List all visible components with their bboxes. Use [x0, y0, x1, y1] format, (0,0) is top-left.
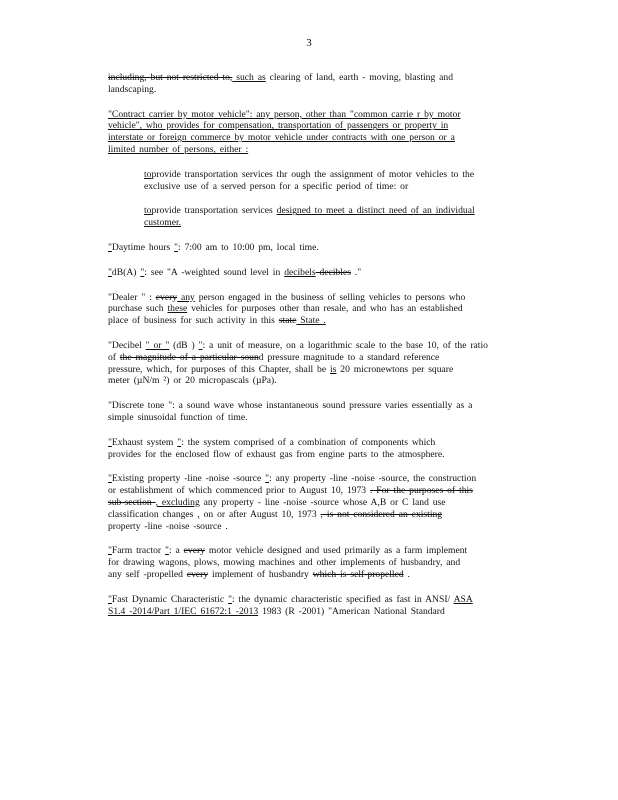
text-line	[108, 473, 542, 485]
text-line	[144, 217, 540, 229]
text-line	[108, 292, 542, 304]
text-segment: any self -propelled	[108, 568, 187, 580]
inserted-text: "	[174, 241, 178, 253]
text-line	[108, 606, 542, 618]
deleted-text: every	[183, 545, 205, 557]
text-segment: "Dealer " :	[108, 291, 156, 303]
definition-contract-carrier	[108, 109, 542, 156]
text-segment: motor vehicle designed and used primarily as a farm implement	[204, 545, 468, 557]
definition-including	[108, 72, 542, 96]
text-segment: exclusive use of a served person for a specific period of time: or	[144, 180, 409, 192]
text-line	[108, 72, 542, 84]
text-line	[108, 545, 542, 557]
inserted-text: "	[108, 436, 112, 448]
deleted-text: including, but not restricted to,	[108, 72, 233, 83]
text-segment: : see "A -weighted sound level in	[144, 266, 285, 278]
text-segment: dB(A)	[111, 266, 141, 278]
text-segment: property -line -noise -source .	[108, 520, 228, 532]
text-segment: provide transportation services	[151, 205, 277, 217]
page-number: 3	[306, 37, 312, 49]
text-line	[108, 364, 542, 376]
inserted-text: "Contract carrier by motor vehicle": any person, other than "common carrie r by motor	[108, 108, 461, 120]
definition-contract-carrier-b	[144, 205, 540, 229]
text-segment: Fast Dynamic Characteristic	[111, 593, 229, 605]
deleted-text: particular	[196, 351, 237, 363]
deleted-text: soun	[236, 351, 259, 363]
definition-discrete-tone	[108, 400, 542, 424]
text-line	[108, 132, 542, 144]
text-line	[108, 84, 542, 96]
text-line	[108, 242, 542, 254]
text-segment: Farm tractor	[111, 545, 166, 557]
text-segment: clearing of land, earth - moving, blasting and	[265, 72, 453, 83]
inserted-text: such as	[232, 72, 266, 83]
text-line	[108, 109, 542, 121]
text-line	[108, 340, 542, 352]
deleted-text: which is self-propelled	[312, 568, 404, 580]
text-segment: purchase such	[108, 303, 168, 315]
text-segment: landscaping.	[108, 83, 157, 95]
text-segment: any property - line -noise -source whose A,B or C land use	[199, 496, 446, 508]
definition-daytime-hours	[108, 242, 542, 254]
inserted-text: decibels	[284, 266, 316, 278]
definition-exhaust-system	[108, 437, 542, 461]
inserted-text: , excluding	[155, 496, 200, 508]
inserted-text: " or "	[145, 339, 170, 351]
text-line	[144, 169, 540, 181]
inserted-text: limited number of persons, either :	[108, 143, 249, 155]
text-line	[108, 303, 542, 315]
text-segment: provide transportation services thr ough the assignment of motor vehicles to the	[151, 168, 475, 180]
definition-dealer	[108, 292, 542, 327]
text-line	[108, 569, 542, 581]
inserted-text: these	[167, 303, 188, 315]
definition-fast-dynamic	[108, 594, 542, 618]
inserted-text: "	[108, 473, 112, 485]
text-segment: place of business for such activity in this	[108, 315, 279, 327]
deleted-text: the magnitude of a	[119, 351, 197, 363]
inserted-text: is	[330, 363, 337, 375]
inserted-text: S1.4 -2014/Part 1/IEC 61672:1 -2013	[108, 605, 259, 617]
inserted-text: to	[144, 205, 152, 217]
inserted-text: "	[177, 436, 182, 448]
inserted-text: "	[228, 593, 232, 605]
text-segment: "Decibel	[108, 339, 146, 351]
text-line	[108, 485, 542, 497]
inserted-text: "	[265, 473, 270, 485]
text-line	[108, 315, 542, 327]
text-segment: on or after August 10, 1973	[199, 508, 321, 520]
text-line	[108, 497, 542, 509]
text-segment: of	[108, 351, 120, 363]
text-segment: : a	[168, 545, 184, 557]
text-segment: provides for the enclosed flow of exhaust gas from engine parts to the atmosphere.	[108, 448, 445, 460]
text-segment: 20 micronewtons per square	[336, 363, 454, 375]
text-segment: Exhaust system	[111, 436, 178, 448]
inserted-text: "	[108, 241, 112, 253]
text-segment: : the system comprised of a combination of components which	[181, 436, 436, 448]
inserted-text: interstate or foreign commerce by motor vehicle under contracts with one person or a	[108, 132, 455, 144]
text-line	[108, 375, 542, 387]
text-line	[108, 352, 542, 364]
text-line	[108, 144, 542, 156]
text-line	[108, 509, 542, 521]
inserted-text: ASA	[453, 593, 473, 605]
text-line	[108, 412, 542, 424]
text-segment: vehicles for purposes other than resale, and who has an established	[187, 303, 463, 315]
text-segment: simple sinusoidal function of time.	[108, 411, 248, 423]
deleted-text: decibles	[315, 266, 351, 278]
text-line	[108, 400, 542, 412]
text-segment: d pressure magnitude to a standard reference	[258, 351, 440, 363]
inserted-text: any	[177, 291, 195, 303]
text-segment: Daytime hours	[111, 241, 175, 253]
text-segment: : 7:00 am to 10:00 pm, local time.	[178, 241, 319, 253]
text-segment: "Discrete tone ": a sound wave whose instantaneous sound pressure varies essentially as a	[108, 400, 473, 412]
deleted-text: . For the purposes of this	[370, 485, 473, 497]
inserted-text: "	[108, 593, 112, 605]
text-line	[144, 181, 540, 193]
deleted-text: every	[186, 568, 209, 580]
text-segment: for drawing wagons, plows, mowing machines and other implements of husbandry, and	[108, 557, 461, 569]
inserted-text: "	[198, 339, 203, 351]
inserted-text: customer.	[144, 217, 182, 229]
text-line	[108, 437, 542, 449]
text-segment: : any property -line -noise -source, the construction	[269, 473, 477, 485]
text-line	[144, 205, 540, 217]
text-segment: pressure, which, for purposes of this Chapter, shall be	[108, 363, 330, 375]
text-segment: : the dynamic characteristic specified as fast in ANSI/	[231, 593, 454, 605]
definition-farm-tractor	[108, 545, 542, 580]
inserted-text: ,	[197, 508, 200, 520]
inserted-text: "	[140, 266, 145, 278]
inserted-text: to	[144, 168, 152, 180]
text-line	[108, 120, 542, 132]
text-segment: classification changes	[108, 508, 198, 520]
inserted-text: "	[108, 266, 112, 278]
inserted-text: vehicle", who provides for compensation, transportation of passengers or property in	[108, 120, 449, 132]
text-segment: 1983 (R -2001) "American National Standard	[258, 605, 445, 617]
deleted-text: , is not considered an existing	[320, 508, 443, 520]
deleted-text: state	[278, 315, 297, 327]
document-body	[108, 72, 542, 630]
text-line	[108, 557, 542, 569]
text-segment: or establishment of which commenced prior to August 10, 1973	[108, 485, 370, 497]
text-line	[108, 594, 542, 606]
text-line	[108, 449, 542, 461]
text-segment: Existing property -line -noise -source	[111, 473, 266, 485]
inserted-text: State .	[296, 315, 326, 327]
deleted-text: every	[155, 291, 178, 303]
inserted-text: designed to meet a distinct need of an individual	[276, 205, 475, 217]
text-segment: person engaged in the business of selling vehicles to persons who	[194, 291, 466, 303]
text-line	[108, 267, 542, 279]
text-segment: implement of husbandry	[208, 568, 313, 580]
definition-dba	[108, 267, 542, 279]
text-line	[108, 521, 542, 533]
definition-contract-carrier-a	[144, 169, 540, 193]
deleted-text: sub-section	[108, 496, 156, 508]
definition-existing-property	[108, 473, 542, 532]
inserted-text: "	[165, 545, 169, 557]
text-segment: : a unit of measure, on a logarithmic scale to the base 10, of the ratio	[202, 339, 488, 351]
definition-decibel	[108, 340, 542, 387]
inserted-text: "	[108, 545, 112, 557]
text-segment: .	[403, 568, 410, 580]
text-segment: ."	[350, 266, 362, 278]
text-segment: meter (µN/m ²) or 20 micropascals (µPa).	[108, 375, 277, 387]
text-segment: (dB )	[169, 339, 199, 351]
